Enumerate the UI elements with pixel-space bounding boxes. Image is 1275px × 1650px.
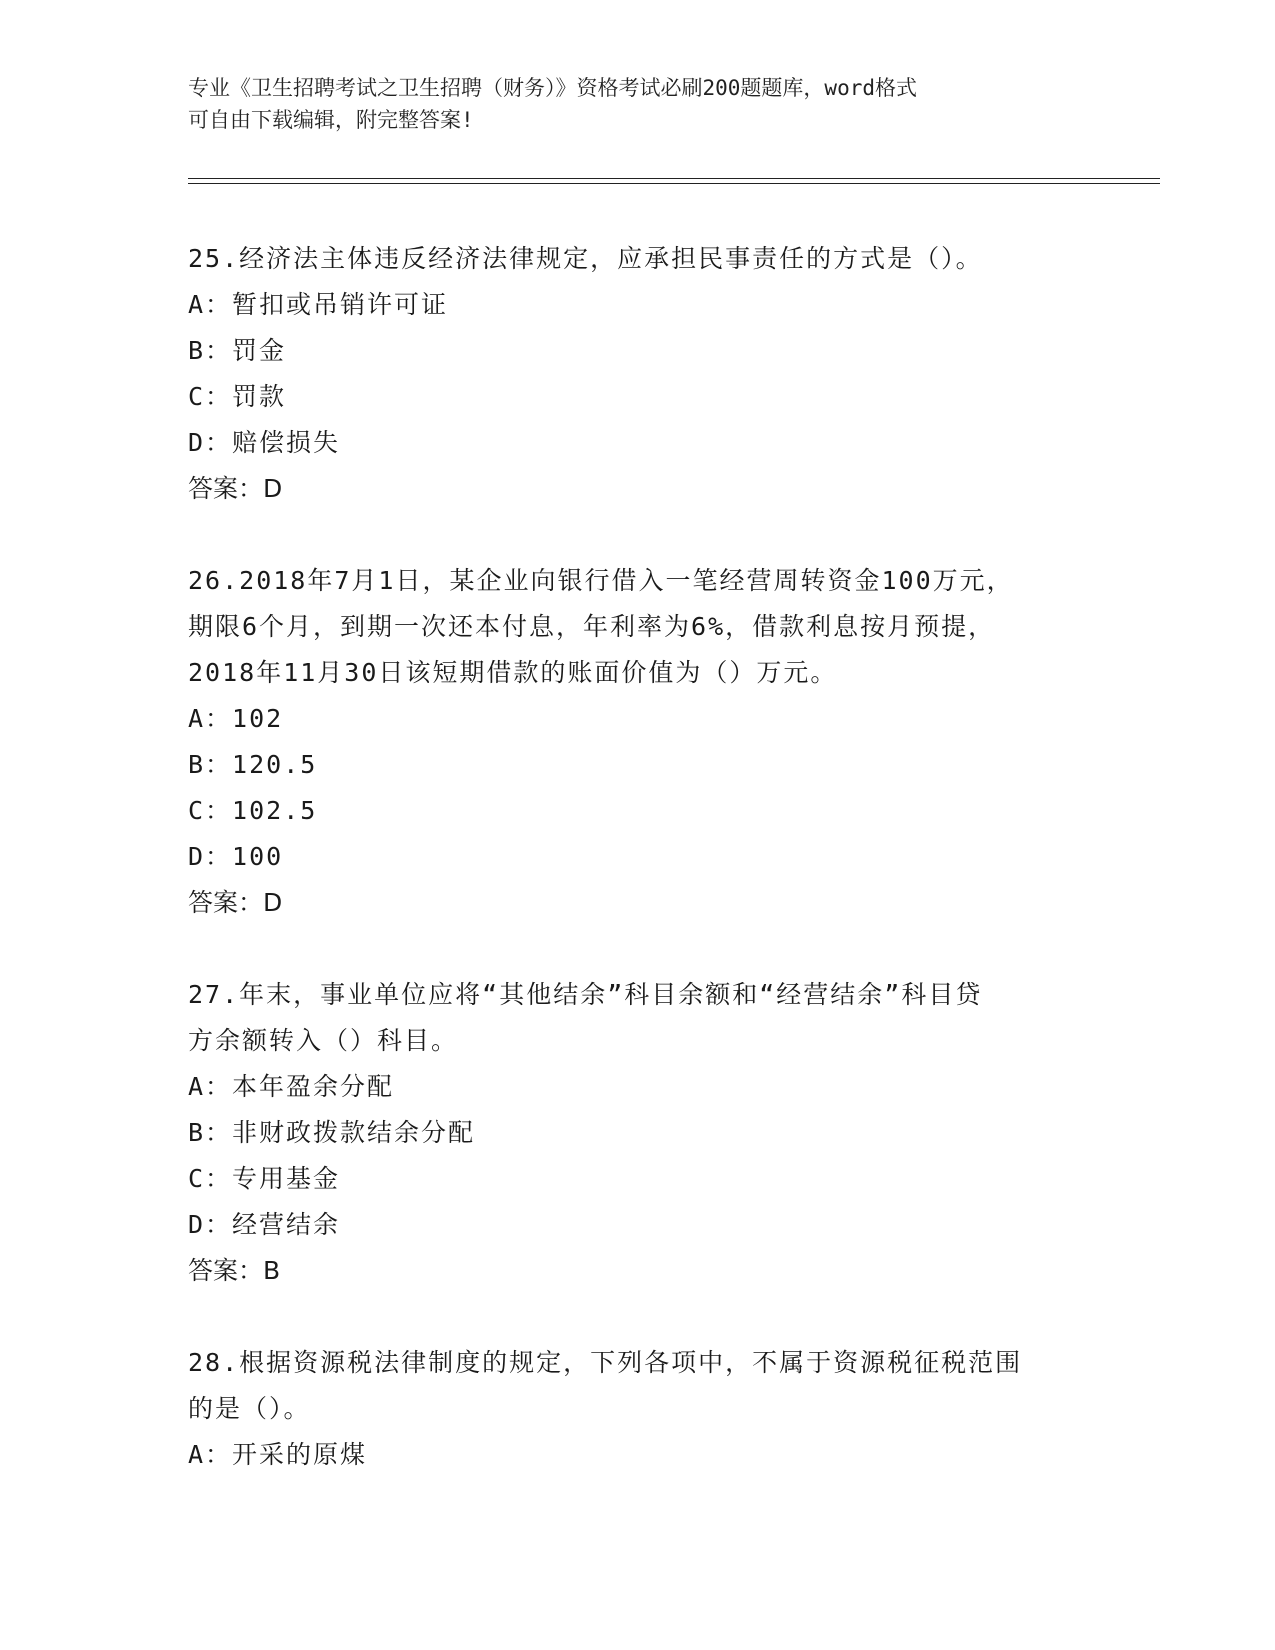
option-d: D：赔偿损失 — [188, 428, 341, 457]
question-item — [188, 972, 1088, 1294]
header-line: 专业《卫生招聘考试之卫生招聘（财务）》资格考试必刷200题题库，word格式 — [188, 76, 917, 100]
question-stem: 2018年11月30日该短期借款的账面价值为（）万元。 — [188, 658, 838, 687]
question-stem: 26.2018年7月1日，某企业向银行借入一笔经营周转资金100万元， — [188, 566, 1014, 595]
option-c: C：102.5 — [188, 796, 318, 825]
question-stem: 的是（）。 — [188, 1394, 311, 1423]
option-a: A：本年盈余分配 — [188, 1072, 395, 1101]
option-a: A：开采的原煤 — [188, 1440, 368, 1469]
header-line: 可自由下载编辑，附完整答案! — [188, 108, 474, 132]
question-stem: 方余额转入（）科目。 — [188, 1026, 459, 1055]
answer: 答案：D — [188, 888, 283, 917]
option-b: B：非财政拨款结余分配 — [188, 1118, 476, 1147]
question-stem: 期限6个月，到期一次还本付息，年利率为6%，借款利息按月预提， — [188, 612, 996, 641]
answer: 答案：D — [188, 474, 283, 503]
option-d: D：100 — [188, 842, 284, 871]
option-c: C：专用基金 — [188, 1164, 341, 1193]
option-c: C：罚款 — [188, 382, 287, 411]
header-divider — [188, 178, 1160, 179]
option-a: A：102 — [188, 704, 284, 733]
option-d: D：经营结余 — [188, 1210, 341, 1239]
question-list — [188, 236, 1088, 1524]
question-stem: 28.根据资源税法律制度的规定，下列各项中，不属于资源税征税范围 — [188, 1348, 1023, 1377]
question-item — [188, 558, 1088, 926]
question-item — [188, 236, 1088, 512]
answer: 答案：B — [188, 1256, 281, 1285]
option-b: B：120.5 — [188, 750, 318, 779]
question-stem: 27.年末，事业单位应将“其他结余”科目余额和“经营结余”科目贷 — [188, 980, 983, 1009]
header-divider — [188, 183, 1160, 184]
question-item — [188, 1340, 1088, 1478]
question-stem: 25.经济法主体违反经济法律规定，应承担民事责任的方式是（）。 — [188, 244, 983, 273]
option-b: B：罚金 — [188, 336, 287, 365]
option-a: A：暂扣或吊销许可证 — [188, 290, 449, 319]
document-header — [188, 72, 1068, 136]
